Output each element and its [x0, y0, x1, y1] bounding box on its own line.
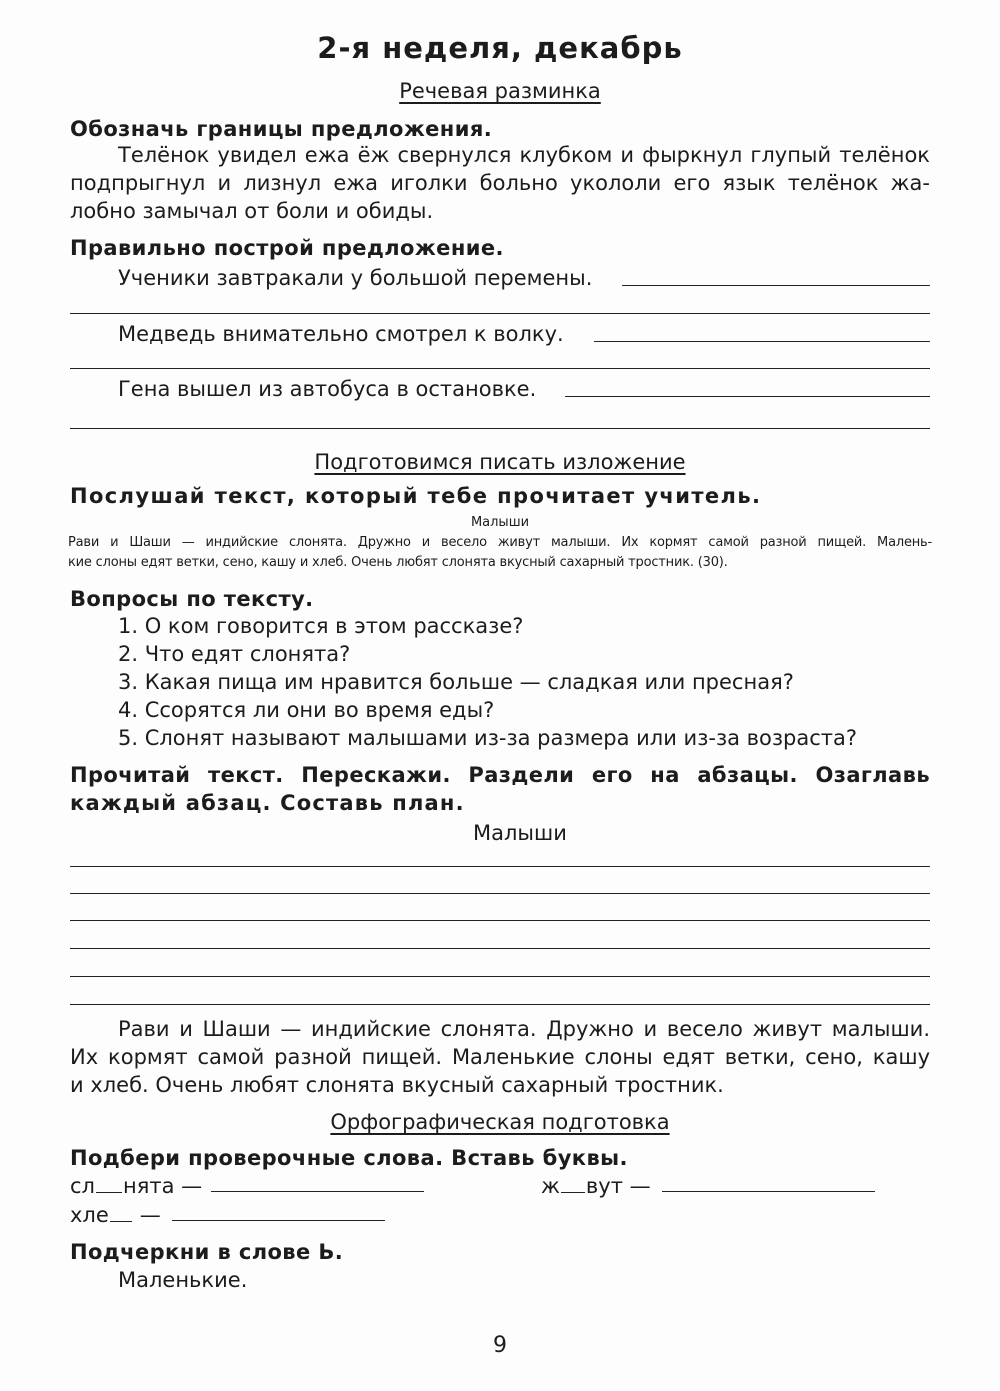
exercise-text-line: подпрыгнул и лизнул ежа иголки больно укололи его язык телёнок жа- [70, 171, 930, 195]
task-check-words: Подбери проверочные слова. Вставь буквы. [70, 1146, 628, 1170]
answer-line[interactable] [565, 396, 930, 397]
page-number: 9 [493, 1333, 507, 1358]
question-item: 4. Ссорятся ли они во время еды? [118, 698, 495, 722]
answer-line[interactable] [211, 1191, 424, 1192]
question-item: 2. Что едят слонята? [118, 642, 351, 666]
letter-gap[interactable] [561, 1192, 585, 1193]
story-text-line: Рави и Шаши — индийские слонята. Дружно и весело живут малыши. [118, 1017, 930, 1041]
plan-writing-line[interactable] [70, 948, 930, 949]
question-item: 3. Какая пища им нравится больше — сладкая или пресная? [118, 670, 794, 694]
answer-line[interactable] [662, 1191, 875, 1192]
exercise-text-line: Телёнок увидел ежа ёж свернулся клубком и фыркнул глупый телёнок [118, 143, 930, 167]
task-mark-sentence-boundaries: Обозначь границы предложения. [70, 117, 493, 141]
small-text-line: Рави и Шаши — индийские слонята. Дружно и весело живут малыши. Их кормят самой разной пищей. Малень- [68, 535, 932, 550]
section-heading-exposition-prep: Подготовимся писать изложение [314, 450, 686, 474]
section-heading-speech-warmup: Речевая разминка [399, 79, 601, 103]
word-khleb: хле — [70, 1203, 161, 1227]
task-underline-soft-sign: Подчеркни в слове Ь. [70, 1240, 344, 1264]
question-item: 1. О ком говорится в этом рассказе? [118, 614, 524, 638]
letter-gap[interactable] [110, 1221, 132, 1222]
section-heading-spelling-prep: Орфографическая подготовка [330, 1110, 670, 1134]
plan-title: Малыши [473, 821, 567, 845]
plan-writing-line[interactable] [70, 976, 930, 977]
task-read-retell: Прочитай текст. Перескажи. Раздели его на абзацы. Озаглавь [70, 763, 930, 787]
page-title: 2-я неделя, декабрь [317, 31, 683, 65]
answer-line[interactable] [622, 285, 930, 286]
word-zhivut: ж вут — [541, 1174, 651, 1198]
sentence-item: Медведь внимательно смотрел к волку. [118, 322, 564, 346]
sentence-item: Гена вышел из автобуса в остановке. [118, 377, 537, 401]
answer-line[interactable] [70, 368, 930, 369]
sentence-item: Ученики завтракали у большой перемены. [118, 266, 593, 290]
task-build-sentence: Правильно построй предложение. [70, 236, 504, 260]
answer-line[interactable] [70, 313, 930, 314]
word-slonyata: сл нята — [70, 1174, 203, 1198]
small-text-line: кие слоны едят ветки, сено, кашу и хлеб. Очень любят слонята вкусный сахарный тростник. (30). [68, 555, 728, 570]
task-read-retell-cont: каждый абзац. Составь план. [70, 791, 465, 815]
plan-writing-line[interactable] [70, 920, 930, 921]
answer-line[interactable] [70, 428, 930, 429]
answer-line[interactable] [172, 1220, 385, 1221]
plan-writing-line[interactable] [70, 893, 930, 894]
task-questions: Вопросы по тексту. [70, 587, 314, 611]
small-text-title: Малыши [470, 515, 530, 530]
story-text-line: и хлеб. Очень любят слонята вкусный сахарный тростник. [70, 1073, 724, 1097]
answer-line[interactable] [594, 341, 930, 342]
question-item: 5. Слонят называют малышами из-за размера или из-за возраста? [118, 726, 858, 750]
exercise-text-line: лобно замычал от боли и обиды. [70, 199, 434, 223]
task-listen-text: Послушай текст, который тебе прочитает учитель. [70, 484, 762, 508]
plan-writing-line[interactable] [70, 866, 930, 867]
story-text-line: Их кормят самой разной пищей. Маленькие слоны едят ветки, сено, кашу [70, 1045, 930, 1069]
plan-writing-line[interactable] [70, 1004, 930, 1005]
underline-word: Маленькие. [118, 1268, 248, 1292]
letter-gap[interactable] [96, 1192, 122, 1193]
